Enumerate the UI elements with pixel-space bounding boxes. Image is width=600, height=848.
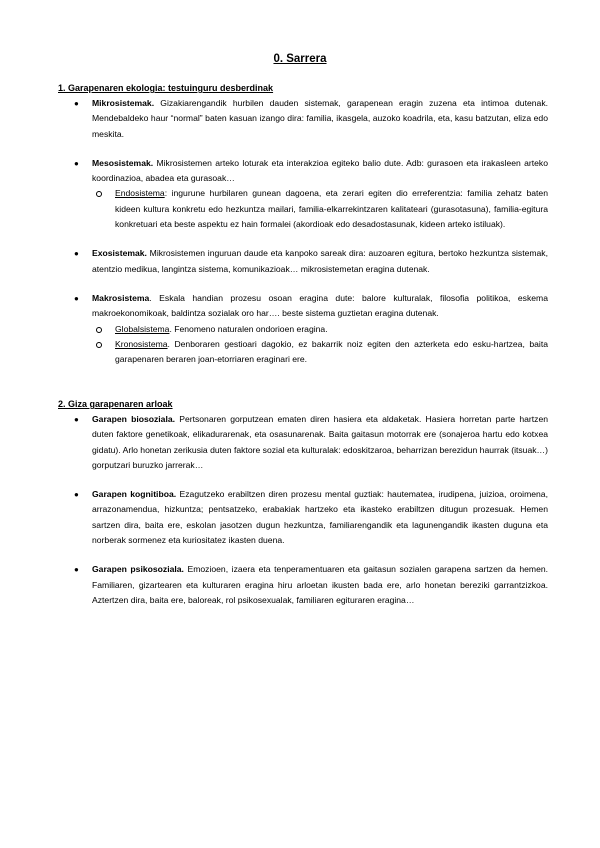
bullet-icon: ● [74, 99, 79, 108]
item-text: Ezagutzeko erabiltzen diren prozesu mental guztiak: hautematea, irudipena, juizioa, oroimena, arrazonamendua, hizkuntza; pentsatzeko, erabakiak hartzeko eta ikasteko erabiltzen ditugun prozesuak. Hemen sartzen dira, baita ere, eskolan jasotzen dugun hezkuntza, familiarengandik eta lagunengandik ikasten duguna eta norberak sormenez eta kuriositatez ikasten duena. [92, 489, 548, 546]
item-text: . Eskala handian prozesu osoan eragina dute: balore kulturalak, filosofia politikoa, eskema makroekonomikoak, baldintza sozialak oro har…. beste sistema guztietan eragina dutenak. [92, 292, 548, 319]
item-term: Mesosistemak. [92, 157, 154, 168]
subitem-text: . Denboraren gestioari dagokio, ez bakarrik noiz egiten den azterketa edo esku-hartzea, baita garapenaren beraren joan-etorriaren eraginari ere. [115, 338, 548, 365]
item-text: Gizakiarengandik hurbilen dauden sistemak, garapenean eragin zuzena eta intimoa dutenak. Mendebaldeko haur “normal” baten kasuan izango dira: familia, ikasgela, auzoko koadrila, eta, kasu batzutan, eliza edo meskita. [92, 98, 548, 139]
circle-bullet-icon [96, 327, 102, 333]
item-text: Mikrosistemen inguruan daude eta kanpoko sareak dira: auzoaren egitura, bertoko hezkuntza sistemak, atentzio medikua, langintza sistema, komunikazioak… mikrosistemetan eragina dutenak. [92, 248, 548, 274]
bullet-icon: ● [74, 415, 79, 424]
circle-bullet-icon [96, 342, 102, 348]
sublist-item-endosistema [92, 186, 548, 232]
subitem-term: Endosistema [115, 188, 165, 199]
section-ecology [58, 82, 548, 367]
bullet-icon: ● [74, 565, 79, 575]
item-term: Exosistemak. [92, 248, 147, 259]
list-item-kognitiboa [58, 487, 548, 548]
bullet-icon: ● [74, 490, 79, 500]
page-title: 0. Sarrera [273, 53, 327, 65]
list-item-biosoziala [58, 412, 548, 473]
list-item-mikrosistemak [58, 96, 548, 142]
item-text: Emozioen, izaera eta tenperamentuaren eta gaitasun sozialen garapena sartzen da hemen. Familiaren, gizartearen eta kulturaren eragina hiru arloetan ikusten bada ere, arlo honetan bereziki garrantzizkoa. Aztertzen dira, baita ere, baloreak, rol psikosexualak, familiaren egituraren eragina… [92, 564, 549, 605]
bullet-icon: ● [74, 158, 79, 168]
item-text: Mikrosistemen arteko loturak eta interakzioa egiteko balio dute. Adb: gurasoen eta irakasleen arteko koordinazioa, abadea eta gurasoak… [92, 157, 548, 184]
bullet-icon: ● [74, 293, 79, 303]
list-item-mesosistemak [58, 156, 548, 232]
sublist-item-globalsistema [92, 322, 548, 337]
item-term: Mikrosistemak. [92, 98, 155, 108]
subitem-text: : ingurune hurbilaren gunean dagoena, eta zerari egiten dio erreferentzia: familia zehatz baten kideen kultura konkretu edo hezkuntza mailari, familia-elkarrekintzaren kalitateari (gurasotasuna), familia-egitura konkretuari eta beste aspektu ez hain formalei (akordioak edo desadostasunak, kideen arteko istiluak). [115, 188, 548, 230]
item-term: Garapen biosoziala. [92, 414, 176, 424]
list-item-exosistemak [58, 246, 548, 277]
item-term: Garapen psikosoziala. [92, 564, 184, 575]
list-item-psikosoziala [58, 562, 548, 608]
bullet-icon: ● [74, 249, 79, 259]
list-item-makrosistema [58, 291, 548, 367]
item-text: Pertsonaren gorputzean ematen diren hasiera eta aldaketak. Hasiera horretan parte hartzen duten faktore genetikoak, elikadurarenak, eta osasunarenak. Baita gaitasun motorrak ere (sonajeroa hartu edo kotxea gidatu). Arlo honetan zerikusia duten faktore sozial eta kulturalak: edoskitzaroa, beharrizan berezidun haurrak (itsuak…) gorputzari buruzko jarrerak… [92, 414, 549, 470]
subitem-term: Globalsistema [115, 323, 170, 334]
item-term: Makrosistema [92, 292, 150, 303]
subitem-term: Kronosistema [115, 338, 168, 349]
item-term: Garapen kognitiboa. [92, 489, 177, 500]
section-heading: 1. Garapenaren ekologia: testuinguru desberdinak [58, 83, 274, 93]
subitem-text: . Fenomeno naturalen ondorioen eragina. [169, 323, 328, 334]
circle-bullet-icon [96, 191, 102, 197]
sublist-item-kronosistema [92, 337, 548, 368]
section-development-areas [58, 398, 548, 608]
section-heading: 2. Giza garapenaren arloak [58, 399, 173, 409]
